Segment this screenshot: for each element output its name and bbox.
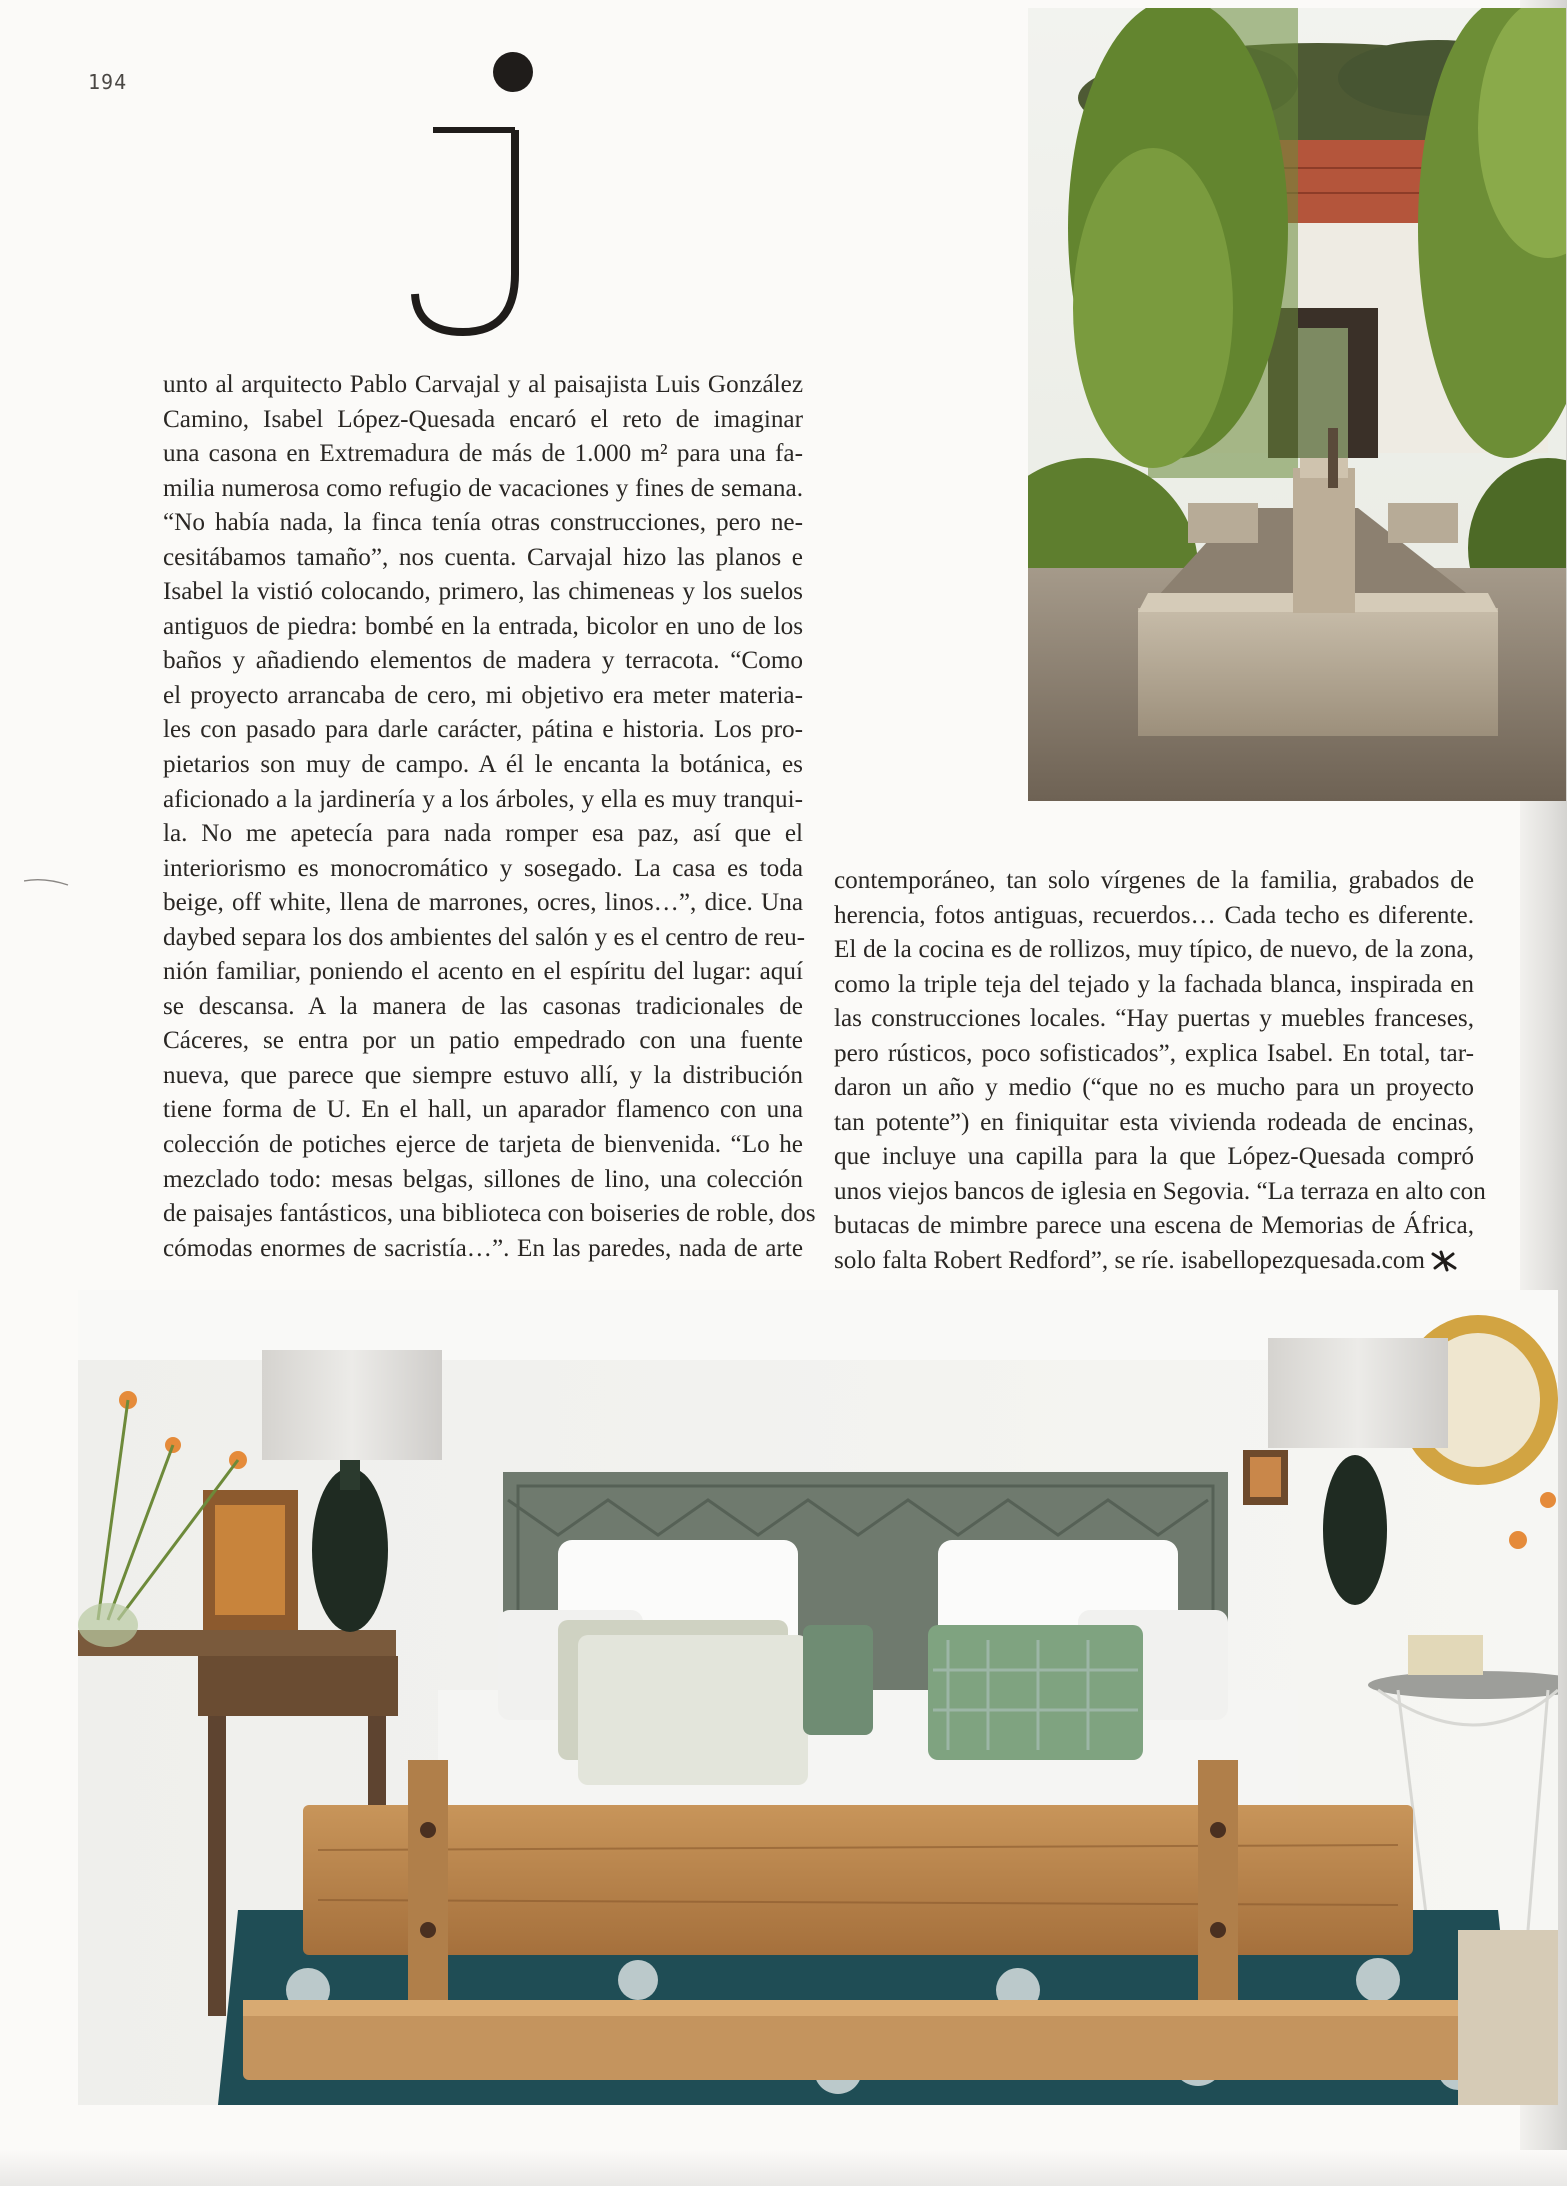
text-line: unos viejos bancos de iglesia en Segovia. “La terraza en alto con <box>834 1177 1486 1205</box>
page-bottom-edge <box>0 2150 1567 2186</box>
drop-cap-j <box>403 42 553 342</box>
text-line: las construcciones locales. “Hay puertas y muebles franceses, <box>834 1005 1474 1033</box>
photo-courtyard-fountain <box>1028 8 1566 801</box>
text-line: antiguos de piedra: bombé en la entrada, bicolor en uno de los <box>163 612 803 640</box>
closing-line: solo falta Robert Redford”, se ríe. isabellopezquesada.com <box>834 1247 1425 1275</box>
text-line: se descansa. A la manera de las casonas tradicionales de <box>163 992 803 1020</box>
page-number: 194 <box>88 70 128 94</box>
text-line: mezclado todo: mesas belgas, sillones de lino, una colección <box>163 1165 803 1193</box>
text-line: daybed separa los dos ambientes del salón y es el centro de reu- <box>163 923 806 951</box>
text-line: butacas de mimbre parece una escena de Memorias de África, <box>834 1212 1474 1240</box>
text-line: pero rústicos, poco sofisticados”, explica Isabel. En total, tar- <box>834 1039 1474 1067</box>
text-line-last <box>834 1244 1474 1279</box>
article-right-column <box>834 864 1486 1279</box>
text-line: aficionado a la jardinería y a los árboles, y ella es muy tranqui- <box>163 785 803 813</box>
end-mark-icon <box>1431 1250 1457 1272</box>
text-line: la. No me apetecía para nada romper esa paz, así que el <box>163 820 803 848</box>
text-line: que incluye una capilla para la que López-Quesada compró <box>834 1143 1474 1171</box>
text-line: baños y añadiendo elementos de madera y terracota. “Como <box>163 647 803 675</box>
text-line: colección de potiches ejerce de tarjeta de bienvenida. “Lo he <box>163 1131 803 1159</box>
text-line: daron un año y medio (“que no es mucho para un proyecto <box>834 1074 1474 1102</box>
text-line: cesitábamos tamaño”, nos cuenta. Carvajal hizo las planos e <box>163 543 803 571</box>
text-line: tan potente”) en finiquitar esta vivienda rodeada de encinas, <box>834 1108 1474 1136</box>
text-line: unto al arquitecto Pablo Carvajal y al paisajista Luis González <box>163 371 803 398</box>
article-left-column <box>163 368 816 1266</box>
text-line: les con pasado para darle carácter, pátina e historia. Los pro- <box>163 716 803 744</box>
text-line: como la triple teja del tejado y la fachada blanca, inspirada en <box>834 970 1474 998</box>
text-line: interiorismo es monocromático y sosegado. La casa es toda <box>163 854 803 882</box>
text-line: el proyecto arrancaba de cero, mi objetivo era meter materia- <box>163 681 803 709</box>
text-line: milia numerosa como refugio de vacaciones y fines de semana. <box>163 474 803 502</box>
text-line: una casona en Extremadura de más de 1.000 m² para una fa- <box>163 440 803 468</box>
text-line: beige, off white, llena de marrones, ocres, linos…”, dice. Una <box>163 889 803 917</box>
text-line: contemporáneo, tan solo vírgenes de la familia, grabados de <box>834 867 1474 894</box>
text-line: de paisajes fantásticos, una biblioteca con boiseries de roble, dos <box>163 1200 816 1228</box>
text-line: nión familiar, poniendo el acento en el espíritu del lugar: aquí <box>163 958 803 986</box>
text-line: nueva, que parece que siempre estuvo allí, y la distribución <box>163 1061 803 1089</box>
text-line: cómodas enormes de sacristía…”. En las paredes, nada de arte <box>163 1234 803 1262</box>
text-line: Cáceres, se entra por un patio empedrado con una fuente <box>163 1027 803 1055</box>
photo-bedroom <box>78 1290 1558 2105</box>
text-line: pietarios son muy de campo. A él le encanta la botánica, es <box>163 751 803 779</box>
text-line: Camino, Isabel López-Quesada encaró el reto de imaginar <box>163 405 803 433</box>
text-line: “No había nada, la finca tenía otras construcciones, pero ne- <box>163 509 803 537</box>
text-line: herencia, fotos antiguas, recuerdos… Cada techo es diferente. <box>834 901 1474 929</box>
text-line: Isabel la vistió colocando, primero, las chimeneas y los suelos <box>163 578 803 606</box>
text-line: El de la cocina es de rollizos, muy típico, de nuevo, de la zona, <box>834 936 1474 964</box>
margin-tick-mark <box>24 875 70 889</box>
text-line: tiene forma de U. En el hall, un aparador flamenco con una <box>163 1096 803 1124</box>
